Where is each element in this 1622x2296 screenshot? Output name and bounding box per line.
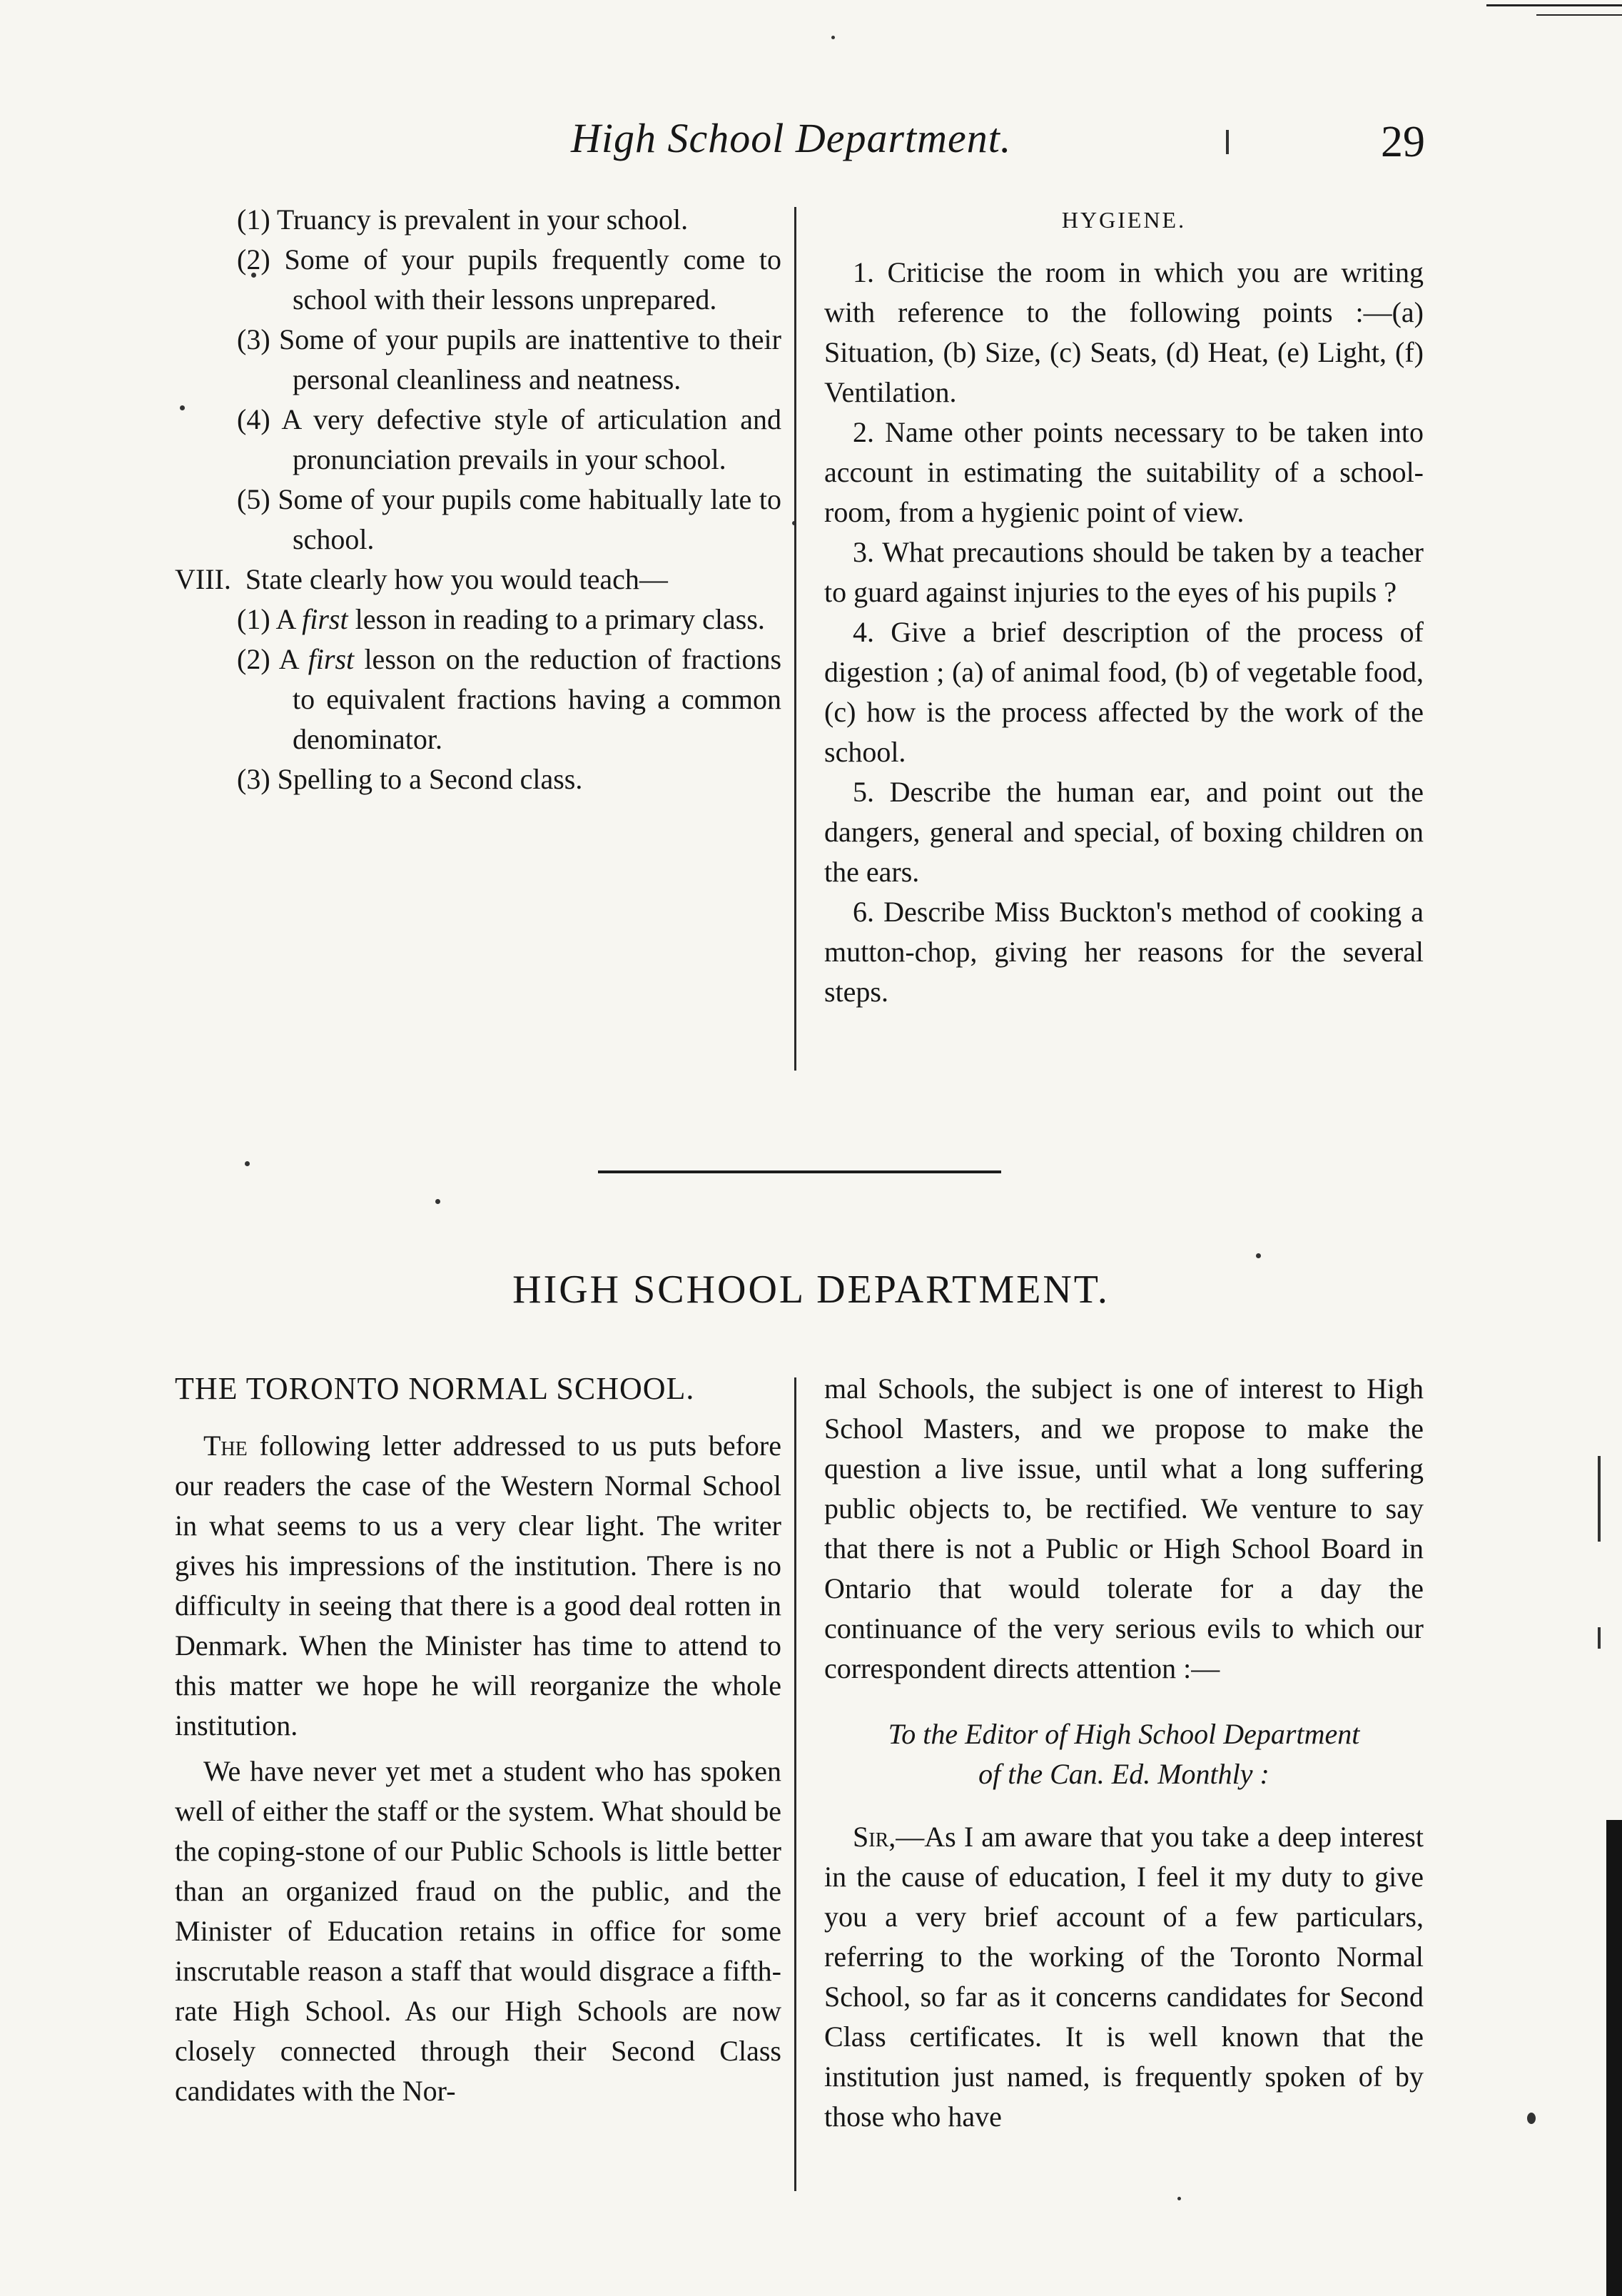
column-rule [794,207,796,1071]
hygiene-heading: HYGIENE. [1061,207,1187,233]
page-number: 29 [1381,118,1425,166]
letter-paragraph: Sir,—As I am aware that you take a deep interest in the cause of education, I feel it my duty to give you a very brief account of a few particulars, referring to the working of the Toronto Normal School, so far as it concerns candidates for Second Class certificates. It is well known that the institution just named, is frequently spoken of by those who have [824,1821,1424,2133]
list-item: (3) Some of your pupils are inattentive to their personal cleanliness and neatness. [237,323,781,395]
hygiene-question: 2. Name other points necessary to be taken into account in estimating the suitability of a school-room, from a hygienic point of view. [824,416,1424,528]
exam-questions-continued [175,200,781,799]
corner-rule [1536,14,1622,16]
hygiene-question: 5. Describe the human ear, and point out the dangers, general and special, of boxing children on the ears. [824,776,1424,888]
hygiene-section [824,200,1424,1012]
hygiene-question: 6. Describe Miss Buckton's method of cooking a mutton-chop, giving her reasons for the several steps. [824,896,1424,1008]
letter-salutation-heading: To the Editor of High School Department of the Can. Ed. Monthly : [888,1718,1360,1790]
article-heading: THE TORONTO NORMAL SCHOOL. [175,1371,695,1406]
list-item: (3) Spelling to a Second class. [237,763,583,795]
hygiene-question: 3. What precautions should be taken by a teacher to guard against injuries to the eyes of his pupils ? [824,536,1424,608]
scan-tick-mark [1226,130,1229,154]
list-item: (1) Truancy is prevalent in your school. [237,203,689,236]
list-item: (2) Some of your pupils frequently come to school with their lessons unprepared. [237,243,782,315]
article-right-column [824,1369,1424,2137]
scan-edge-mark [1598,1456,1601,1542]
article-paragraph: The following letter addressed to us puts before our readers the case of the Western Normal School in what seems to us a very clear light. The writer gives his impressions of the institution. There is no difficulty in seeing that there is a good deal rotten in Denmark. When the Minister has time to attend to this matter we hope he will reorganize the whole institution. [175,1430,781,1741]
running-title: High School Department. [571,115,1012,161]
article-paragraph: mal Schools, the subject is one of interest to High School Masters, and we propose to make the question a live issue, until what a long suffering public objects to, be rectified. We venture to say that there is not a Public or High School Board in Ontario that would tolerate for a day the continuance of the very serious evils to which our correspondent directs attention :— [824,1372,1424,1684]
hygiene-question: 1. Criticise the room in which you are writing with reference to the following points :—(a) Situation, (b) Size, (c) Seats, (d) Heat, (e) Light, (f) Ventilation. [824,256,1424,408]
scan-edge-mark [1598,1627,1601,1649]
question-heading: VIII. State clearly how you would teach— [175,563,668,595]
hygiene-question: 4. Give a brief description of the process of digestion ; (a) of animal food, (b) of vegetable food, (c) how is the process affected by the work of the school. [824,616,1424,768]
list-item: (4) A very defective style of articulation and pronunciation prevails in your school. [237,403,781,475]
list-item: (1) A first lesson in reading to a primary class. [237,603,765,635]
article-paragraph: We have never yet met a student who has spoken well of either the staff or the system. What should be the coping-stone of our Public Schools is little better than an organized fraud on the public, and the Minister of Education retains in office for some inscrutable reason a staff that would disgrace a fifth-rate High School. As our High Schools are now closely connected through their Second Class candidates with the Nor- [175,1755,781,2107]
article-left-column [175,1369,781,2111]
list-item: (2) A first lesson on the reduction of fractions to equivalent fractions having a common denominator. [237,643,782,755]
scan-edge-bar [1606,1820,1622,2296]
section-divider [598,1170,1001,1173]
running-head [0,107,1622,171]
section-title: HIGH SCHOOL DEPARTMENT. [512,1268,1110,1312]
list-item: (5) Some of your pupils come habitually late to school. [237,483,781,555]
corner-rule [1486,4,1622,6]
column-rule [794,1377,796,2191]
